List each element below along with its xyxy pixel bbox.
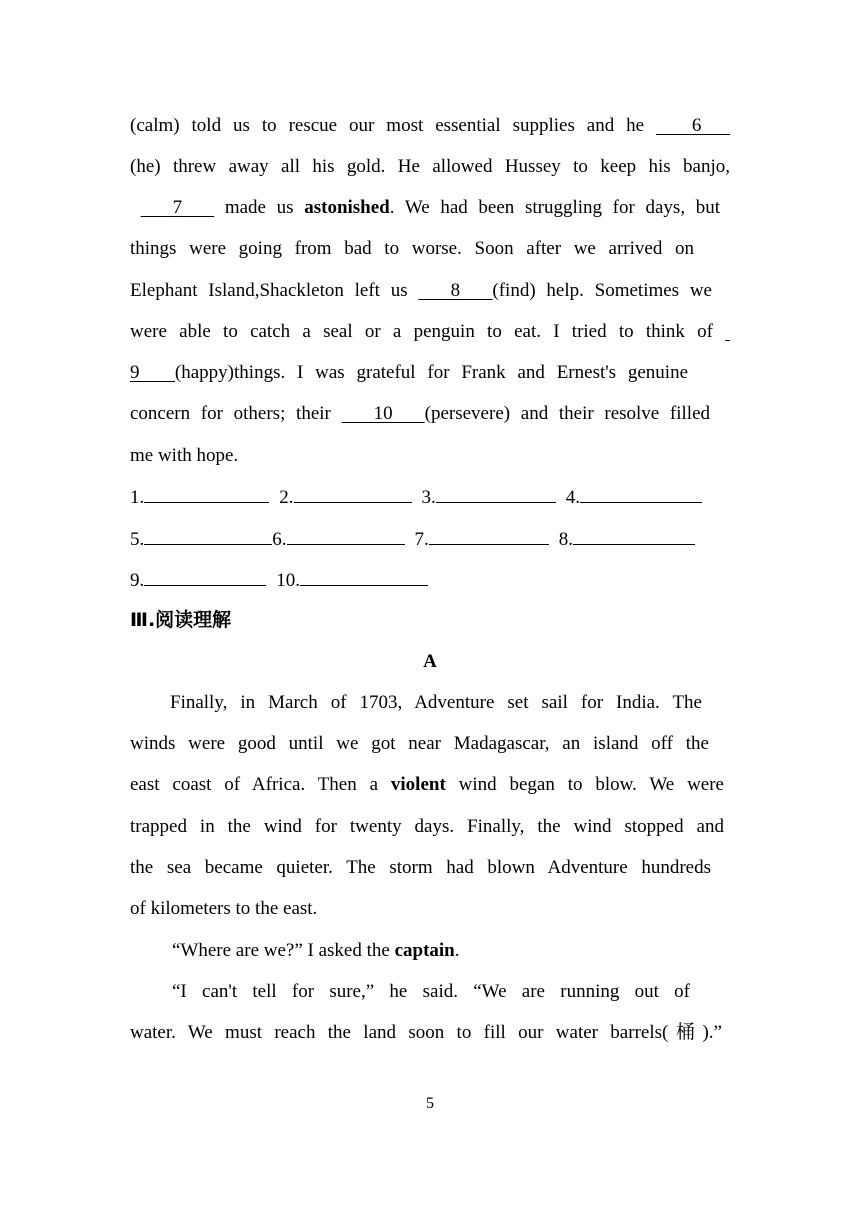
passage-a-line-2: winds were good until we got near Madagascar, an island off the <box>130 733 709 754</box>
answer-slot-4[interactable]: 4. <box>566 487 702 508</box>
passage-line-7 <box>130 361 688 385</box>
blank-7 <box>141 197 215 218</box>
answer-slot-5[interactable]: 5. <box>130 529 272 550</box>
passage-title: A <box>423 651 437 672</box>
text: (happy)things. I was grateful for Frank and Ernest's genuine <box>174 362 689 383</box>
passage-a-dialogue-1 <box>172 939 460 963</box>
passage-line-1 <box>130 114 730 138</box>
bold-word: violent <box>390 774 446 795</box>
bold-word: astonished <box>304 197 390 218</box>
text: Elephant Island,Shackleton left us <box>130 280 419 301</box>
text: east coast of Africa. Then a <box>130 774 391 795</box>
answer-row-1 <box>130 484 712 510</box>
text: were able to catch a seal or a penguin to eat. I tried to think of <box>130 321 726 342</box>
text: (find) help. Sometimes we <box>492 280 712 301</box>
passage-line-3 <box>130 196 720 220</box>
text: concern for others; their <box>130 403 342 424</box>
answer-row-2 <box>130 526 705 552</box>
answer-slot-9[interactable]: 9. <box>130 570 266 591</box>
answer-slot-10[interactable]: 10. <box>276 570 428 591</box>
passage-a-line-5: the sea became quieter. The storm had blown Adventure hundreds <box>130 857 711 878</box>
passage-line-6 <box>130 320 730 344</box>
passage-line-2: (he) threw away all his gold. He allowed Hussey to keep his banjo, <box>130 156 730 177</box>
passage-line-9: me with hope. <box>130 445 239 466</box>
answer-slot-8[interactable]: 8. <box>559 529 695 550</box>
blank-6 <box>656 115 730 136</box>
text: . <box>454 940 460 961</box>
passage-a-line-1: Finally, in March of 1703, Adventure set sail for India. The <box>170 692 702 713</box>
passage-a-dialogue-2-line-1: “I can't tell for sure,” he said. “We are running out of <box>172 981 690 1002</box>
blank-number: 10 <box>373 403 393 424</box>
passage-a-line-3 <box>130 773 724 797</box>
blank-number: 7 <box>172 197 183 218</box>
text: (calm) told us to rescue our most essential supplies and he <box>130 115 657 136</box>
passage-line-5 <box>130 279 712 303</box>
text: “Where are we?” I asked the <box>172 940 395 961</box>
answer-slot-3[interactable]: 3. <box>422 487 556 508</box>
blank-number: 6 <box>691 115 702 136</box>
blank-9 <box>130 362 175 383</box>
section-heading: Ⅲ.阅读理解 <box>130 609 232 631</box>
passage-line-8 <box>130 402 710 426</box>
answer-slot-7[interactable]: 7. <box>415 529 549 550</box>
page-number: 5 <box>426 1095 434 1112</box>
passage-line-4: things were going from bad to worse. Soon after we arrived on <box>130 238 694 259</box>
answer-slot-1[interactable]: 1. <box>130 487 269 508</box>
answer-row-3 <box>130 567 438 593</box>
text: wind began to blow. We were <box>445 774 724 795</box>
passage-a-dialogue-2-line-2: water. We must reach the land soon to fill our water barrels(桶).” <box>130 1022 722 1043</box>
bold-word: captain <box>394 940 455 961</box>
answer-slot-2[interactable]: 2. <box>279 487 411 508</box>
blank-9-start <box>725 321 730 342</box>
blank-8 <box>418 280 492 301</box>
passage-a-line-6: of kilometers to the east. <box>130 898 318 919</box>
passage-a-line-4: trapped in the wind for twenty days. Finally, the wind stopped and <box>130 816 724 837</box>
blank-number: 9 <box>130 362 140 383</box>
text: . We had been struggling for days, but <box>389 197 721 218</box>
answer-slot-6[interactable]: 6. <box>272 529 404 550</box>
blank-10 <box>342 403 425 424</box>
blank-number: 8 <box>450 280 461 301</box>
text: (persevere) and their resolve filled <box>424 403 711 424</box>
text: made us <box>214 197 305 218</box>
